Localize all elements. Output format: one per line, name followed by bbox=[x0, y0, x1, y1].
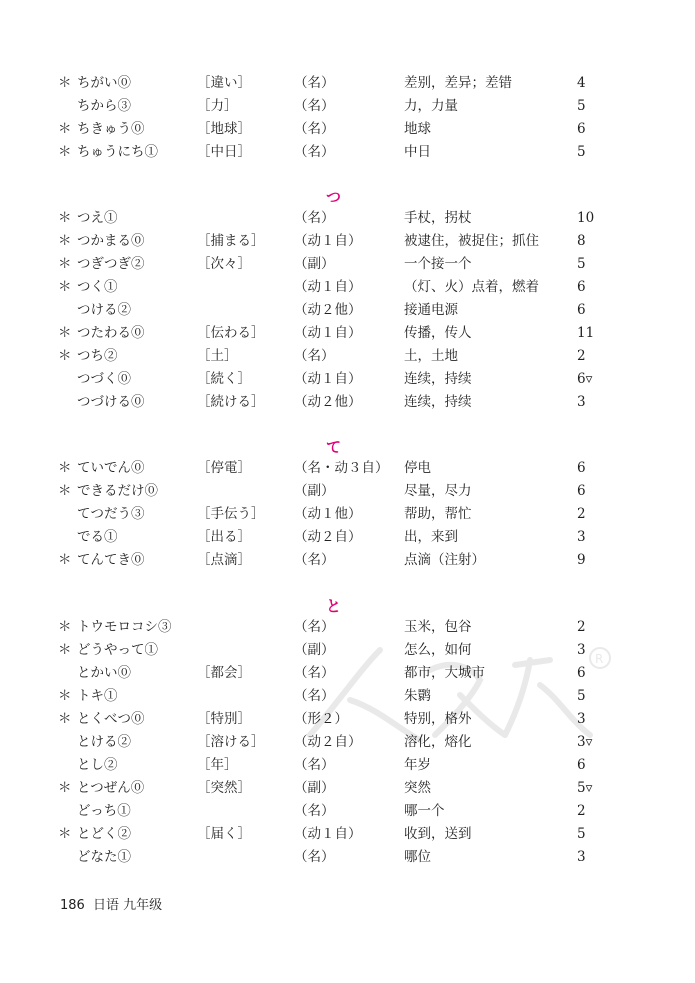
entry-kanji: ［特別］ bbox=[197, 711, 251, 727]
required-star: ＊ bbox=[58, 325, 72, 341]
required-star: ＊ bbox=[58, 780, 72, 796]
entry-part-of-speech: （名） bbox=[294, 348, 335, 364]
required-star: ＊ bbox=[58, 256, 72, 272]
entry-row bbox=[0, 72, 695, 95]
entry-row bbox=[0, 457, 695, 480]
required-star: ＊ bbox=[58, 75, 72, 91]
entry-part-of-speech: （名） bbox=[294, 803, 335, 819]
page-footer bbox=[60, 894, 162, 913]
entry-kana: とつぜん⓪ bbox=[77, 780, 145, 796]
entry-part-of-speech: （名） bbox=[294, 121, 335, 137]
entry-kanji: ［土］ bbox=[197, 348, 238, 364]
entry-meaning: 溶化，熔化 bbox=[404, 734, 472, 750]
required-star: ＊ bbox=[58, 688, 72, 704]
entry-part-of-speech: （名） bbox=[294, 552, 335, 568]
entry-meaning: 力，力量 bbox=[404, 98, 458, 114]
entry-lesson: 5 bbox=[577, 144, 586, 160]
entry-kana: つえ① bbox=[77, 210, 118, 226]
entry-lesson: 11 bbox=[577, 325, 595, 341]
entry-kana: できるだけ⓪ bbox=[77, 483, 158, 499]
entry-kana: どうやって① bbox=[77, 642, 158, 658]
entry-lesson: 10 bbox=[577, 210, 595, 226]
entry-kana: とける② bbox=[77, 734, 131, 750]
entry-part-of-speech: （动２自） bbox=[294, 734, 362, 750]
required-star: ＊ bbox=[58, 210, 72, 226]
entry-lesson: 4 bbox=[577, 75, 586, 91]
entry-kana: ちがい⓪ bbox=[77, 75, 131, 91]
entry-kana: とどく② bbox=[77, 826, 131, 842]
entry-meaning: 玉米，包谷 bbox=[404, 619, 472, 635]
entry-meaning: 差别，差异；差错 bbox=[404, 75, 512, 91]
entry-row bbox=[0, 777, 695, 800]
section-heading-label: と bbox=[325, 597, 341, 615]
entry-lesson: 3 bbox=[577, 711, 586, 727]
entry-kana: トキ① bbox=[77, 688, 118, 704]
entry-lesson: 8 bbox=[577, 233, 586, 249]
entry-meaning: 停电 bbox=[404, 460, 431, 476]
entry-kana: つぎつぎ② bbox=[77, 256, 145, 272]
entry-lesson: 3 bbox=[577, 642, 586, 658]
entry-kanji: ［力］ bbox=[197, 98, 238, 114]
entry-lesson: 6 bbox=[577, 460, 586, 476]
entry-kana: どなた① bbox=[77, 849, 131, 865]
entry-meaning: 哪一个 bbox=[404, 803, 445, 819]
entry-kanji: ［続く］ bbox=[197, 371, 251, 387]
required-star: ＊ bbox=[58, 619, 72, 635]
entry-lesson: 3 bbox=[577, 529, 586, 545]
entry-row bbox=[0, 731, 695, 754]
entry-row bbox=[0, 754, 695, 777]
entry-part-of-speech: （动１自） bbox=[294, 371, 362, 387]
entry-kanji: ［伝わる］ bbox=[197, 325, 265, 341]
page-number: 186 bbox=[60, 898, 85, 913]
section-heading-tsu bbox=[0, 186, 695, 207]
entry-kana: てんてき⓪ bbox=[77, 552, 145, 568]
entry-row bbox=[0, 616, 695, 639]
section-tsu bbox=[0, 207, 695, 414]
entry-part-of-speech: （名） bbox=[294, 849, 335, 865]
entry-part-of-speech: （动２自） bbox=[294, 529, 362, 545]
entry-part-of-speech: （名・动３自） bbox=[294, 460, 389, 476]
entry-row bbox=[0, 95, 695, 118]
entry-kanji: ［地球］ bbox=[197, 121, 251, 137]
entry-lesson: 6 bbox=[577, 279, 586, 295]
entry-part-of-speech: （名） bbox=[294, 619, 335, 635]
entry-lesson: 9 bbox=[577, 552, 586, 568]
required-star: ＊ bbox=[58, 642, 72, 658]
entry-kana: ちゅうにち① bbox=[77, 144, 158, 160]
entry-row bbox=[0, 549, 695, 572]
entry-meaning: 一个接一个 bbox=[404, 256, 472, 272]
entry-row bbox=[0, 368, 695, 391]
entry-meaning: 特别，格外 bbox=[404, 711, 472, 727]
entry-lesson: 2 bbox=[577, 803, 586, 819]
entry-kanji: ［溶ける］ bbox=[197, 734, 265, 750]
entry-kana: つち② bbox=[77, 348, 118, 364]
entry-kana: ちから③ bbox=[77, 98, 131, 114]
entry-lesson: 3 bbox=[577, 394, 586, 410]
entry-meaning: 传播，传人 bbox=[404, 325, 472, 341]
entry-row bbox=[0, 662, 695, 685]
entry-meaning: 手杖，拐杖 bbox=[404, 210, 472, 226]
entry-kanji: ［中日］ bbox=[197, 144, 251, 160]
entry-meaning: 出，来到 bbox=[404, 529, 458, 545]
entry-meaning: 哪位 bbox=[404, 849, 431, 865]
entry-part-of-speech: （动１自） bbox=[294, 325, 362, 341]
entry-kana: つづく⓪ bbox=[77, 371, 131, 387]
entry-kana: でる① bbox=[77, 529, 118, 545]
entry-meaning: 接通电源 bbox=[404, 302, 458, 318]
entry-kana: とくべつ⓪ bbox=[77, 711, 145, 727]
entry-lesson: 5 bbox=[577, 826, 586, 842]
entry-meaning: 连续，持续 bbox=[404, 371, 472, 387]
entry-row bbox=[0, 230, 695, 253]
entry-part-of-speech: （名） bbox=[294, 757, 335, 773]
entry-meaning: 都市，大城市 bbox=[404, 665, 485, 681]
entry-kanji: ［手伝う］ bbox=[197, 506, 265, 522]
entry-kana: トウモロコシ③ bbox=[77, 619, 172, 635]
entry-meaning: 尽量，尽力 bbox=[404, 483, 472, 499]
required-star: ＊ bbox=[58, 121, 72, 137]
entry-lesson: 2 bbox=[577, 619, 586, 635]
entry-kana: とかい⓪ bbox=[77, 665, 131, 681]
required-star: ＊ bbox=[58, 144, 72, 160]
entry-meaning: 帮助，帮忙 bbox=[404, 506, 472, 522]
entry-lesson: 6 bbox=[577, 665, 586, 681]
required-star: ＊ bbox=[58, 826, 72, 842]
entry-lesson: 5▿ bbox=[577, 780, 593, 796]
entry-kanji: ［続ける］ bbox=[197, 394, 265, 410]
entry-meaning: 收到，送到 bbox=[404, 826, 472, 842]
entry-part-of-speech: （名） bbox=[294, 210, 335, 226]
entry-row bbox=[0, 299, 695, 322]
entry-lesson: 5 bbox=[577, 688, 586, 704]
entry-row bbox=[0, 118, 695, 141]
entry-kanji: ［点滴］ bbox=[197, 552, 251, 568]
entry-kana: つづける⓪ bbox=[77, 394, 145, 410]
entry-meaning: 连续，持续 bbox=[404, 394, 472, 410]
entry-lesson: 5 bbox=[577, 98, 586, 114]
entry-row bbox=[0, 685, 695, 708]
section-chi bbox=[0, 72, 695, 164]
entry-meaning: 怎么，如何 bbox=[404, 642, 472, 658]
entry-meaning: 突然 bbox=[404, 780, 431, 796]
entry-kanji: ［届く］ bbox=[197, 826, 251, 842]
entry-part-of-speech: （名） bbox=[294, 75, 335, 91]
entry-part-of-speech: （副） bbox=[294, 483, 335, 499]
entry-lesson: 2 bbox=[577, 348, 586, 364]
section-heading-label: て bbox=[325, 438, 341, 456]
entry-part-of-speech: （副） bbox=[294, 642, 335, 658]
entry-row bbox=[0, 207, 695, 230]
entry-part-of-speech: （名） bbox=[294, 688, 335, 704]
entry-row bbox=[0, 800, 695, 823]
entry-row bbox=[0, 708, 695, 731]
entry-row bbox=[0, 253, 695, 276]
required-star: ＊ bbox=[58, 460, 72, 476]
entry-part-of-speech: （名） bbox=[294, 144, 335, 160]
required-star: ＊ bbox=[58, 483, 72, 499]
entry-lesson: 6 bbox=[577, 302, 586, 318]
required-star: ＊ bbox=[58, 552, 72, 568]
book-title: 日语 九年级 bbox=[92, 898, 163, 913]
entry-part-of-speech: （名） bbox=[294, 98, 335, 114]
entry-part-of-speech: （动１自） bbox=[294, 279, 362, 295]
entry-lesson: 3▿ bbox=[577, 734, 593, 750]
entry-kanji: ［違い］ bbox=[197, 75, 251, 91]
entry-kanji: ［都会］ bbox=[197, 665, 251, 681]
entry-row bbox=[0, 480, 695, 503]
entry-lesson: 3 bbox=[577, 849, 586, 865]
entry-lesson: 6 bbox=[577, 121, 586, 137]
section-heading-te bbox=[0, 436, 695, 457]
required-star: ＊ bbox=[58, 348, 72, 364]
entry-meaning: （灯、火）点着，燃着 bbox=[404, 279, 539, 295]
entry-lesson: 6 bbox=[577, 757, 586, 773]
entry-row bbox=[0, 322, 695, 345]
entry-row bbox=[0, 345, 695, 368]
entry-kana: どっち① bbox=[77, 803, 131, 819]
entry-part-of-speech: （形２） bbox=[294, 711, 348, 727]
entry-kana: ちきゅう⓪ bbox=[77, 121, 145, 137]
entry-row bbox=[0, 823, 695, 846]
entry-meaning: 土，土地 bbox=[404, 348, 458, 364]
entry-kana: ていでん⓪ bbox=[77, 460, 145, 476]
entry-meaning: 朱鹮 bbox=[404, 688, 431, 704]
entry-part-of-speech: （副） bbox=[294, 256, 335, 272]
entry-kana: てつだう③ bbox=[77, 506, 145, 522]
entry-kana: つたわる⓪ bbox=[77, 325, 145, 341]
entry-part-of-speech: （动１自） bbox=[294, 233, 362, 249]
entry-row bbox=[0, 639, 695, 662]
entry-meaning: 地球 bbox=[404, 121, 431, 137]
svg-text:R: R bbox=[595, 652, 604, 666]
entry-kanji: ［出る］ bbox=[197, 529, 251, 545]
entry-part-of-speech: （动１自） bbox=[294, 826, 362, 842]
entry-part-of-speech: （动１他） bbox=[294, 506, 362, 522]
required-star: ＊ bbox=[58, 233, 72, 249]
entry-part-of-speech: （名） bbox=[294, 665, 335, 681]
entry-row bbox=[0, 391, 695, 414]
entry-meaning: 点滴（注射） bbox=[404, 552, 485, 568]
section-te bbox=[0, 457, 695, 572]
entry-kanji: ［停電］ bbox=[197, 460, 251, 476]
entry-lesson: 6▿ bbox=[577, 371, 593, 387]
entry-kana: つかまる⓪ bbox=[77, 233, 145, 249]
entry-part-of-speech: （动２他） bbox=[294, 394, 362, 410]
entry-row bbox=[0, 276, 695, 299]
entry-kana: つく① bbox=[77, 279, 118, 295]
entry-kana: つける② bbox=[77, 302, 131, 318]
entry-row bbox=[0, 526, 695, 549]
entry-row bbox=[0, 141, 695, 164]
required-star: ＊ bbox=[58, 279, 72, 295]
entry-kanji: ［捕まる］ bbox=[197, 233, 265, 249]
entry-meaning: 年岁 bbox=[404, 757, 431, 773]
entry-meaning: 中日 bbox=[404, 144, 431, 160]
entry-lesson: 5 bbox=[577, 256, 586, 272]
entry-kana: とし② bbox=[77, 757, 118, 773]
entry-part-of-speech: （副） bbox=[294, 780, 335, 796]
entry-lesson: 6 bbox=[577, 483, 586, 499]
required-star: ＊ bbox=[58, 711, 72, 727]
entry-lesson: 2 bbox=[577, 506, 586, 522]
entry-part-of-speech: （动２他） bbox=[294, 302, 362, 318]
section-heading-label: つ bbox=[325, 188, 341, 206]
section-to bbox=[0, 616, 695, 869]
entry-meaning: 被逮住，被捉住；抓住 bbox=[404, 233, 539, 249]
entry-kanji: ［突然］ bbox=[197, 780, 251, 796]
entry-row bbox=[0, 846, 695, 869]
section-heading-to bbox=[0, 595, 695, 616]
entry-kanji: ［年］ bbox=[197, 757, 238, 773]
entry-kanji: ［次々］ bbox=[197, 256, 251, 272]
entry-row bbox=[0, 503, 695, 526]
